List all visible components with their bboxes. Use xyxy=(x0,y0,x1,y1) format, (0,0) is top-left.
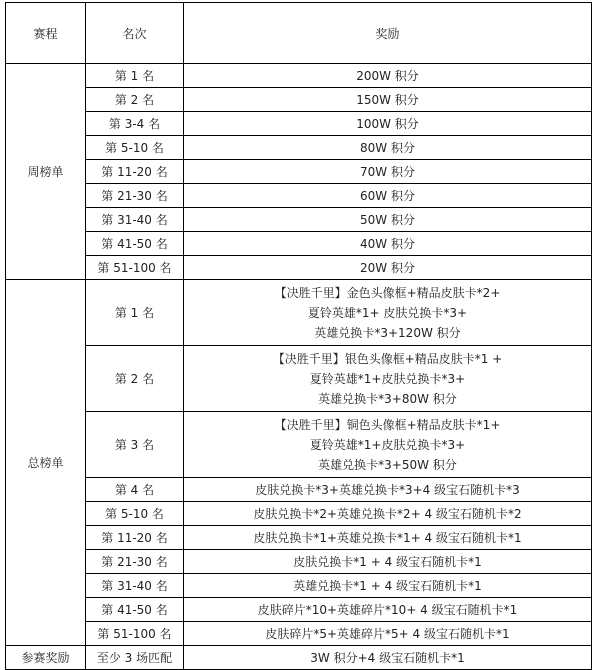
reward-cell: 皮肤碎片*10+英雄碎片*10+ 4 级宝石随机卡*1 xyxy=(184,598,592,622)
reward-cell xyxy=(184,346,592,412)
rank-cell: 第 1 名 xyxy=(86,280,184,346)
rank-cell: 第 31-40 名 xyxy=(86,208,184,232)
reward-cell: 100W 积分 xyxy=(184,112,592,136)
table-row xyxy=(6,160,592,184)
table-row xyxy=(6,112,592,136)
rank-cell: 第 1 名 xyxy=(86,64,184,88)
table-row xyxy=(6,550,592,574)
table-row xyxy=(6,502,592,526)
reward-cell: 3W 积分+4 级宝石随机卡*1 xyxy=(184,646,592,670)
table-row xyxy=(6,136,592,160)
overall-section-label: 总榜单 xyxy=(6,280,86,646)
table-row xyxy=(6,526,592,550)
rank-cell: 第 21-30 名 xyxy=(86,550,184,574)
reward-line: 英雄兑换卡*3+50W 积分 xyxy=(318,457,457,472)
rank-cell: 第 41-50 名 xyxy=(86,598,184,622)
table-row xyxy=(6,598,592,622)
reward-cell: 150W 积分 xyxy=(184,88,592,112)
rank-cell: 第 2 名 xyxy=(86,346,184,412)
reward-cell: 皮肤兑换卡*1+英雄兑换卡*1+ 4 级宝石随机卡*1 xyxy=(184,526,592,550)
reward-cell: 200W 积分 xyxy=(184,64,592,88)
table-row xyxy=(6,412,592,478)
participation-section-label: 参赛奖励 xyxy=(6,646,86,670)
reward-cell: 70W 积分 xyxy=(184,160,592,184)
reward-cell xyxy=(184,412,592,478)
header-row xyxy=(6,3,592,64)
reward-line: 【决胜千里】铜色头像框+精品皮肤卡*1+ xyxy=(274,417,501,432)
reward-cell: 60W 积分 xyxy=(184,184,592,208)
rank-cell: 第 5-10 名 xyxy=(86,502,184,526)
reward-cell: 英雄兑换卡*1 + 4 级宝石随机卡*1 xyxy=(184,574,592,598)
table-row xyxy=(6,232,592,256)
table-row xyxy=(6,88,592,112)
rank-cell: 第 11-20 名 xyxy=(86,160,184,184)
reward-line: 夏铃英雄*1+皮肤兑换卡*3+ xyxy=(309,437,466,452)
reward-line: 夏铃英雄*1+ 皮肤兑换卡*3+ xyxy=(307,305,468,320)
reward-cell: 50W 积分 xyxy=(184,208,592,232)
reward-cell: 皮肤兑换卡*3+英雄兑换卡*3+4 级宝石随机卡*3 xyxy=(184,478,592,502)
table-row xyxy=(6,478,592,502)
rank-cell: 第 11-20 名 xyxy=(86,526,184,550)
rank-cell: 第 4 名 xyxy=(86,478,184,502)
rank-cell: 第 51-100 名 xyxy=(86,256,184,280)
table-row xyxy=(6,646,592,670)
reward-line: 英雄兑换卡*3+80W 积分 xyxy=(318,391,457,406)
rank-cell: 第 5-10 名 xyxy=(86,136,184,160)
reward-cell xyxy=(184,280,592,346)
reward-cell: 皮肤兑换卡*1 + 4 级宝石随机卡*1 xyxy=(184,550,592,574)
table-row xyxy=(6,574,592,598)
table-row xyxy=(6,280,592,346)
rank-cell: 第 51-100 名 xyxy=(86,622,184,646)
reward-line: 夏铃英雄*1+皮肤兑换卡*3+ xyxy=(309,371,466,386)
table-row xyxy=(6,208,592,232)
rank-cell: 第 31-40 名 xyxy=(86,574,184,598)
rank-cell: 第 2 名 xyxy=(86,88,184,112)
header-reward: 奖励 xyxy=(184,3,592,64)
reward-cell: 40W 积分 xyxy=(184,232,592,256)
rank-cell: 第 21-30 名 xyxy=(86,184,184,208)
reward-line: 【决胜千里】金色头像框+精品皮肤卡*2+ xyxy=(274,285,501,300)
table-row xyxy=(6,622,592,646)
reward-line: 【决胜千里】银色头像框+精品皮肤卡*1 + xyxy=(272,351,503,366)
reward-cell: 皮肤兑换卡*2+英雄兑换卡*2+ 4 级宝石随机卡*2 xyxy=(184,502,592,526)
table-row xyxy=(6,256,592,280)
header-rank: 名次 xyxy=(86,3,184,64)
rank-cell: 第 3 名 xyxy=(86,412,184,478)
reward-cell: 20W 积分 xyxy=(184,256,592,280)
table-row xyxy=(6,64,592,88)
reward-cell: 皮肤碎片*5+英雄碎片*5+ 4 级宝石随机卡*1 xyxy=(184,622,592,646)
rank-cell: 至少 3 场匹配 xyxy=(86,646,184,670)
reward-line: 英雄兑换卡*3+120W 积分 xyxy=(314,325,461,340)
table-row xyxy=(6,184,592,208)
weekly-section-label: 周榜单 xyxy=(6,64,86,280)
header-stage: 赛程 xyxy=(6,3,86,64)
rank-cell: 第 41-50 名 xyxy=(86,232,184,256)
rank-cell: 第 3-4 名 xyxy=(86,112,184,136)
table-row xyxy=(6,346,592,412)
reward-cell: 80W 积分 xyxy=(184,136,592,160)
reward-table xyxy=(5,2,592,670)
